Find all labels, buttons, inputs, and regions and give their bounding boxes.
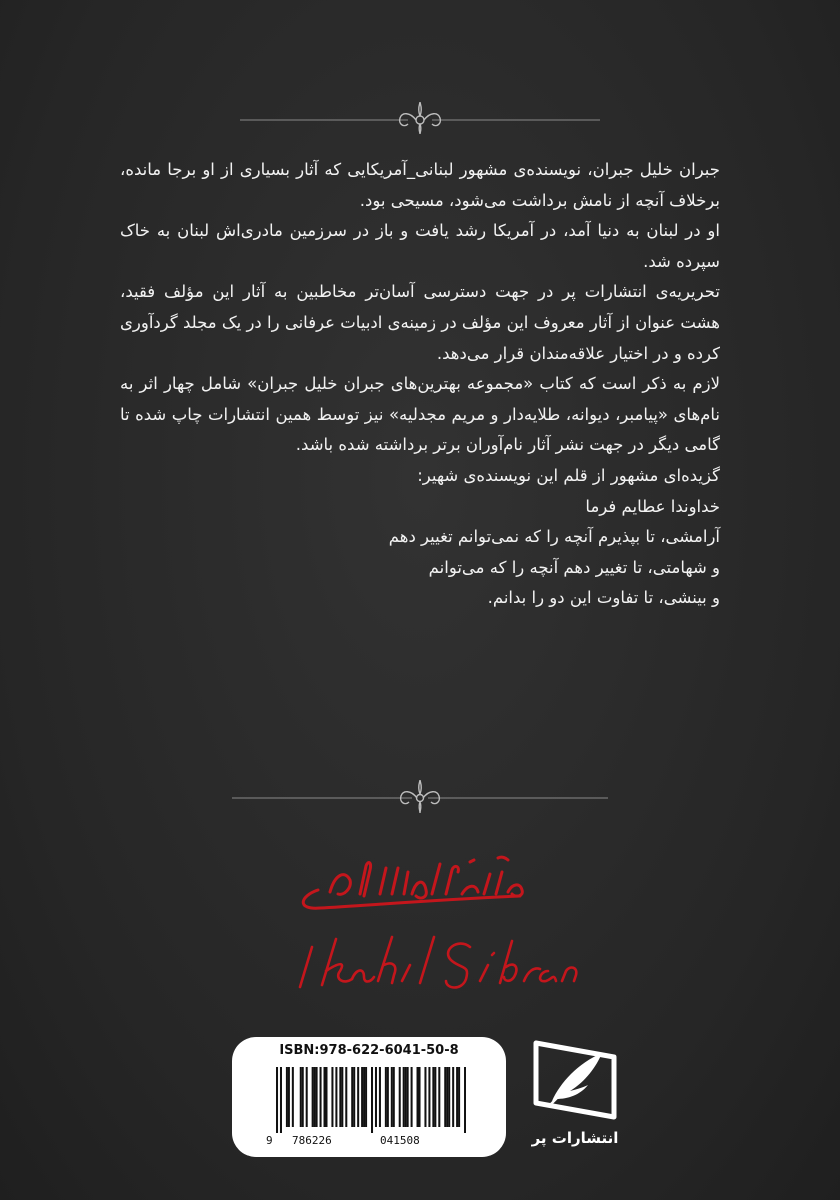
barcode-bar <box>452 1067 454 1127</box>
barcode-bar <box>314 1067 316 1127</box>
barcode-bar <box>365 1067 367 1127</box>
barcode-bar <box>351 1067 353 1127</box>
barcode-bar <box>361 1067 363 1127</box>
bottom-ornament-divider <box>0 778 840 818</box>
prayer-line: خداوندا عطایم فرما <box>585 496 720 516</box>
barcode <box>276 1067 466 1133</box>
barcode-bar <box>385 1067 387 1127</box>
barcode-bar <box>280 1067 282 1133</box>
barcode-digits-right: 041508 <box>380 1134 420 1147</box>
barcode-bar <box>316 1067 318 1127</box>
barcode-bar <box>407 1067 409 1127</box>
barcode-bar <box>357 1067 359 1127</box>
barcode-bar <box>345 1067 347 1127</box>
barcode-bar <box>432 1067 434 1127</box>
prayer-line: آرامشی، تا بپذیرم آنچه را که نمی‌توانم تغییر دهم <box>388 527 720 547</box>
barcode-bar <box>391 1067 393 1127</box>
barcode-bar <box>353 1067 355 1127</box>
barcode-bar <box>276 1067 278 1133</box>
barcode-bar <box>399 1067 401 1127</box>
barcode-bar <box>446 1067 448 1127</box>
barcode-bar <box>417 1067 419 1127</box>
barcode-bar <box>292 1067 294 1127</box>
paragraph: او در لبنان به دنیا آمد، در آمریکا رشد یافت و باز در سرزمین مادری‌اش لبنان به خاک سپرده شد. <box>120 221 720 271</box>
paragraph: جبران خلیل جبران، نویسنده‌ی مشهور لبنانی_آمریکایی که آثار بسیاری از او برجا مانده، برخلاف آنچه از نامش برداشت می‌شود، مسیحی بود. <box>120 160 720 210</box>
prayer-line: و بینشی، تا تفاوت این دو را بدانم. <box>487 588 720 608</box>
barcode-bar <box>371 1067 373 1133</box>
barcode-bar <box>339 1067 341 1127</box>
barcode-bar <box>403 1067 405 1127</box>
barcode-bar <box>325 1067 327 1127</box>
latin-signature <box>0 925 840 1000</box>
barcode-bar <box>387 1067 389 1127</box>
barcode-bar <box>302 1067 304 1127</box>
barcode-bar <box>335 1067 337 1127</box>
barcode-bar <box>341 1067 343 1127</box>
barcode-bar <box>444 1067 446 1127</box>
back-cover-text <box>120 155 720 614</box>
barcode-bar <box>456 1067 458 1127</box>
barcode-bar <box>312 1067 314 1127</box>
barcode-bar <box>464 1067 466 1133</box>
barcode-bar <box>306 1067 308 1127</box>
barcode-bar <box>379 1067 381 1127</box>
barcode-bar <box>448 1067 450 1127</box>
barcode-bar <box>331 1067 333 1127</box>
paragraph: گزیده‌ای مشهور از قلم این نویسنده‌ی شهیر: <box>417 465 720 485</box>
barcode-bar <box>438 1067 440 1127</box>
publisher-logo <box>520 1037 630 1152</box>
barcode-digits-left: 786226 <box>292 1134 332 1147</box>
barcode-bar <box>424 1067 426 1127</box>
barcode-bar <box>324 1067 326 1127</box>
top-ornament-divider <box>0 98 840 138</box>
paragraph: تحریریه‌ی انتشارات پر در جهت دسترسی آسان‌تر مخاطبین به آثار این مؤلف فقید، هشت عنوان از آثار معروف این مؤلف در زمینه‌ی ادبیات عرفانی را در یک مجلد گردآوری کرده و در اختیار علاقه‌مندان قرار می‌دهد. <box>120 282 720 363</box>
barcode-bar <box>320 1067 322 1127</box>
persian-signature <box>0 850 840 920</box>
isbn-number: ISBN:978-622-6041-50-8 <box>279 1043 459 1058</box>
barcode-bar <box>288 1067 290 1127</box>
barcode-bar <box>458 1067 460 1127</box>
barcode-digit-first: 9 <box>266 1134 273 1147</box>
barcode-bar <box>300 1067 302 1127</box>
barcode-bar <box>428 1067 430 1127</box>
barcode-bar <box>363 1067 365 1127</box>
paragraph: لازم به ذکر است که کتاب «مجموعه بهترین‌های جبران خلیل جبران» شامل چهار اثر به نام‌های «پیامبر، دیوانه، طلایه‌دار و مریم مجدلیه» نیز توسط همین انتشارات چاپ شده تا گامی دیگر در جهت نشر آثار نام‌آوران برتر برداشته شده باشد. <box>120 374 720 455</box>
barcode-bar <box>419 1067 421 1127</box>
barcode-bar <box>375 1067 377 1127</box>
feather-icon <box>526 1037 624 1129</box>
barcode-bar <box>286 1067 288 1127</box>
publisher-name: انتشارات پر <box>531 1129 619 1147</box>
barcode-bar <box>411 1067 413 1127</box>
barcode-bar <box>434 1067 436 1127</box>
barcode-bar <box>393 1067 395 1127</box>
prayer-line: و شهامتی، تا تغییر دهم آنچه را که می‌توانم <box>428 557 720 577</box>
isbn-barcode-label <box>232 1037 506 1157</box>
barcode-bar <box>405 1067 407 1127</box>
